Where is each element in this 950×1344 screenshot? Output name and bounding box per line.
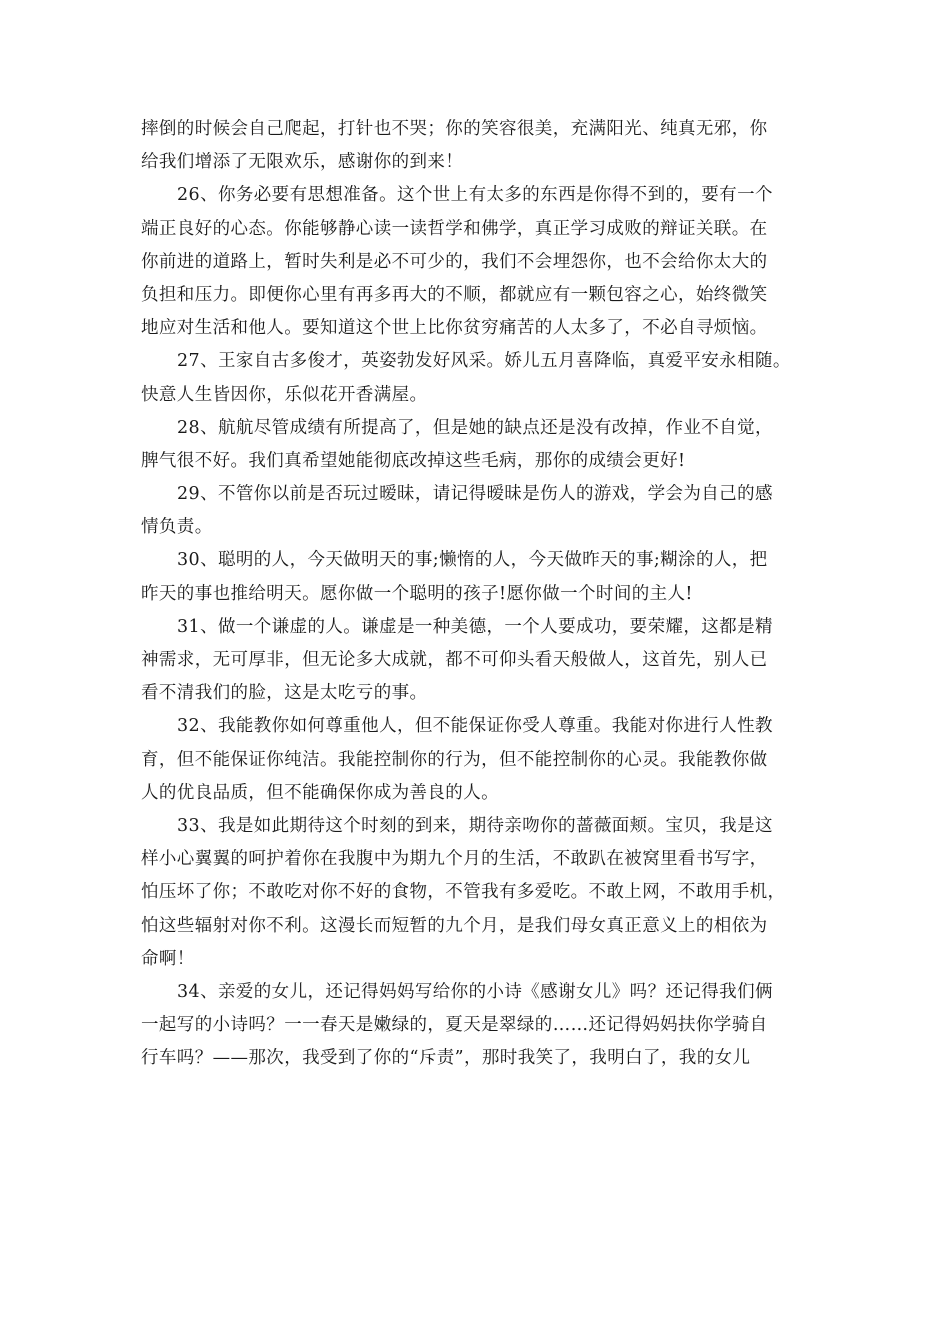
text-line: 28、航航尽管成绩有所提高了，但是她的缺点还是没有改掉，作业不自觉， [177, 417, 773, 438]
text-line: 摔倒的时候会自己爬起，打针也不哭；你的笑容很美，充满阳光、纯真无邪，你 [141, 119, 768, 139]
text-line: 33、我是如此期待这个时刻的到来，期待亲吻你的蔷薇面颊。宝贝，我是这 [177, 815, 773, 836]
text-line: 怕压坏了你；不敢吃对你不好的食物，不管我有多爱吃。不敢上网，不敢用手机， [141, 882, 786, 903]
text-line: 脾气很不好。我们真希望她能彻底改掉这些毛病，那你的成绩会更好! [141, 450, 686, 471]
text-line: 26、你务必要有思想准备。这个世上有太多的东西是你得不到的，要有一个 [177, 185, 773, 206]
text-line: 31、做一个谦虚的人。谦虚是一种美德，一个人要成功，要荣耀，这都是精 [177, 616, 773, 637]
text-line: 昨天的事也推给明天。愿你做一个聪明的孩子!愿你做一个时间的主人! [141, 583, 693, 604]
text-line: 你前进的道路上，暂时失利是必不可少的，我们不会埋怨你，也不会给你太大的 [141, 251, 768, 272]
text-line: 34、亲爱的女儿，还记得妈妈写给你的小诗《感谢女儿》吗？还记得我们俩 [177, 981, 773, 1002]
text-line: 神需求，无可厚非，但无论多大成就，都不可仰头看天般做人，这首先，别人已 [141, 650, 768, 670]
text-line: 负担和压力。即便你心里有再多再大的不顺，都就应有一颗包容之心，始终微笑 [141, 284, 768, 305]
text-line: 32、我能教你如何尊重他人，但不能保证你受人尊重。我能对你进行人性教 [177, 716, 773, 737]
text-line: 样小心翼翼的呵护着你在我腹中为期九个月的生活，不敢趴在被窝里看书写字， [141, 849, 768, 870]
text-line: 给我们增添了无限欢乐，感谢你的到来！ [141, 152, 464, 173]
text-line: 行车吗？——那次，我受到了你的“斥责”，那时我笑了，我明白了，我的女儿 [141, 1048, 751, 1069]
text-line: 情负责。 [141, 517, 213, 538]
text-line: 30、聪明的人，今天做明天的事;懒惰的人，今天做昨天的事;糊涂的人，把 [177, 550, 768, 571]
text-line: 看不清我们的脸，这是太吃亏的事。 [141, 683, 428, 704]
text-line: 怕这些辐射对你不利。这漫长而短暂的九个月，是我们母女真正意义上的相依为 [141, 915, 768, 936]
text-line: 人的优良品质，但不能确保你成为善良的人。 [141, 782, 499, 803]
text-line: 地应对生活和他人。要知道这个世上比你贫穷痛苦的人太多了，不必自寻烦恼。 [141, 318, 768, 339]
text-line: 一起写的小诗吗？一一春天是嫩绿的，夏天是翠绿的……还记得妈妈扶你学骑自 [141, 1015, 768, 1036]
text-line: 命啊！ [141, 948, 195, 969]
document-body [141, 113, 813, 1075]
text-line: 快意人生皆因你，乐似花开香满屋。 [141, 384, 428, 405]
text-line: 27、王家自古多俊才，英姿勃发好风采。娇儿五月喜降临，真爱平安永相随。 [177, 351, 791, 372]
text-line: 端正良好的心态。你能够静心读一读哲学和佛学，真正学习成败的辩证关联。在 [141, 218, 768, 239]
text-line: 29、不管你以前是否玩过暧昧，请记得暧昧是伤人的游戏，学会为自己的感 [177, 484, 773, 505]
text-line: 育，但不能保证你纯洁。我能控制你的行为，但不能控制你的心灵。我能教你做 [141, 749, 768, 770]
